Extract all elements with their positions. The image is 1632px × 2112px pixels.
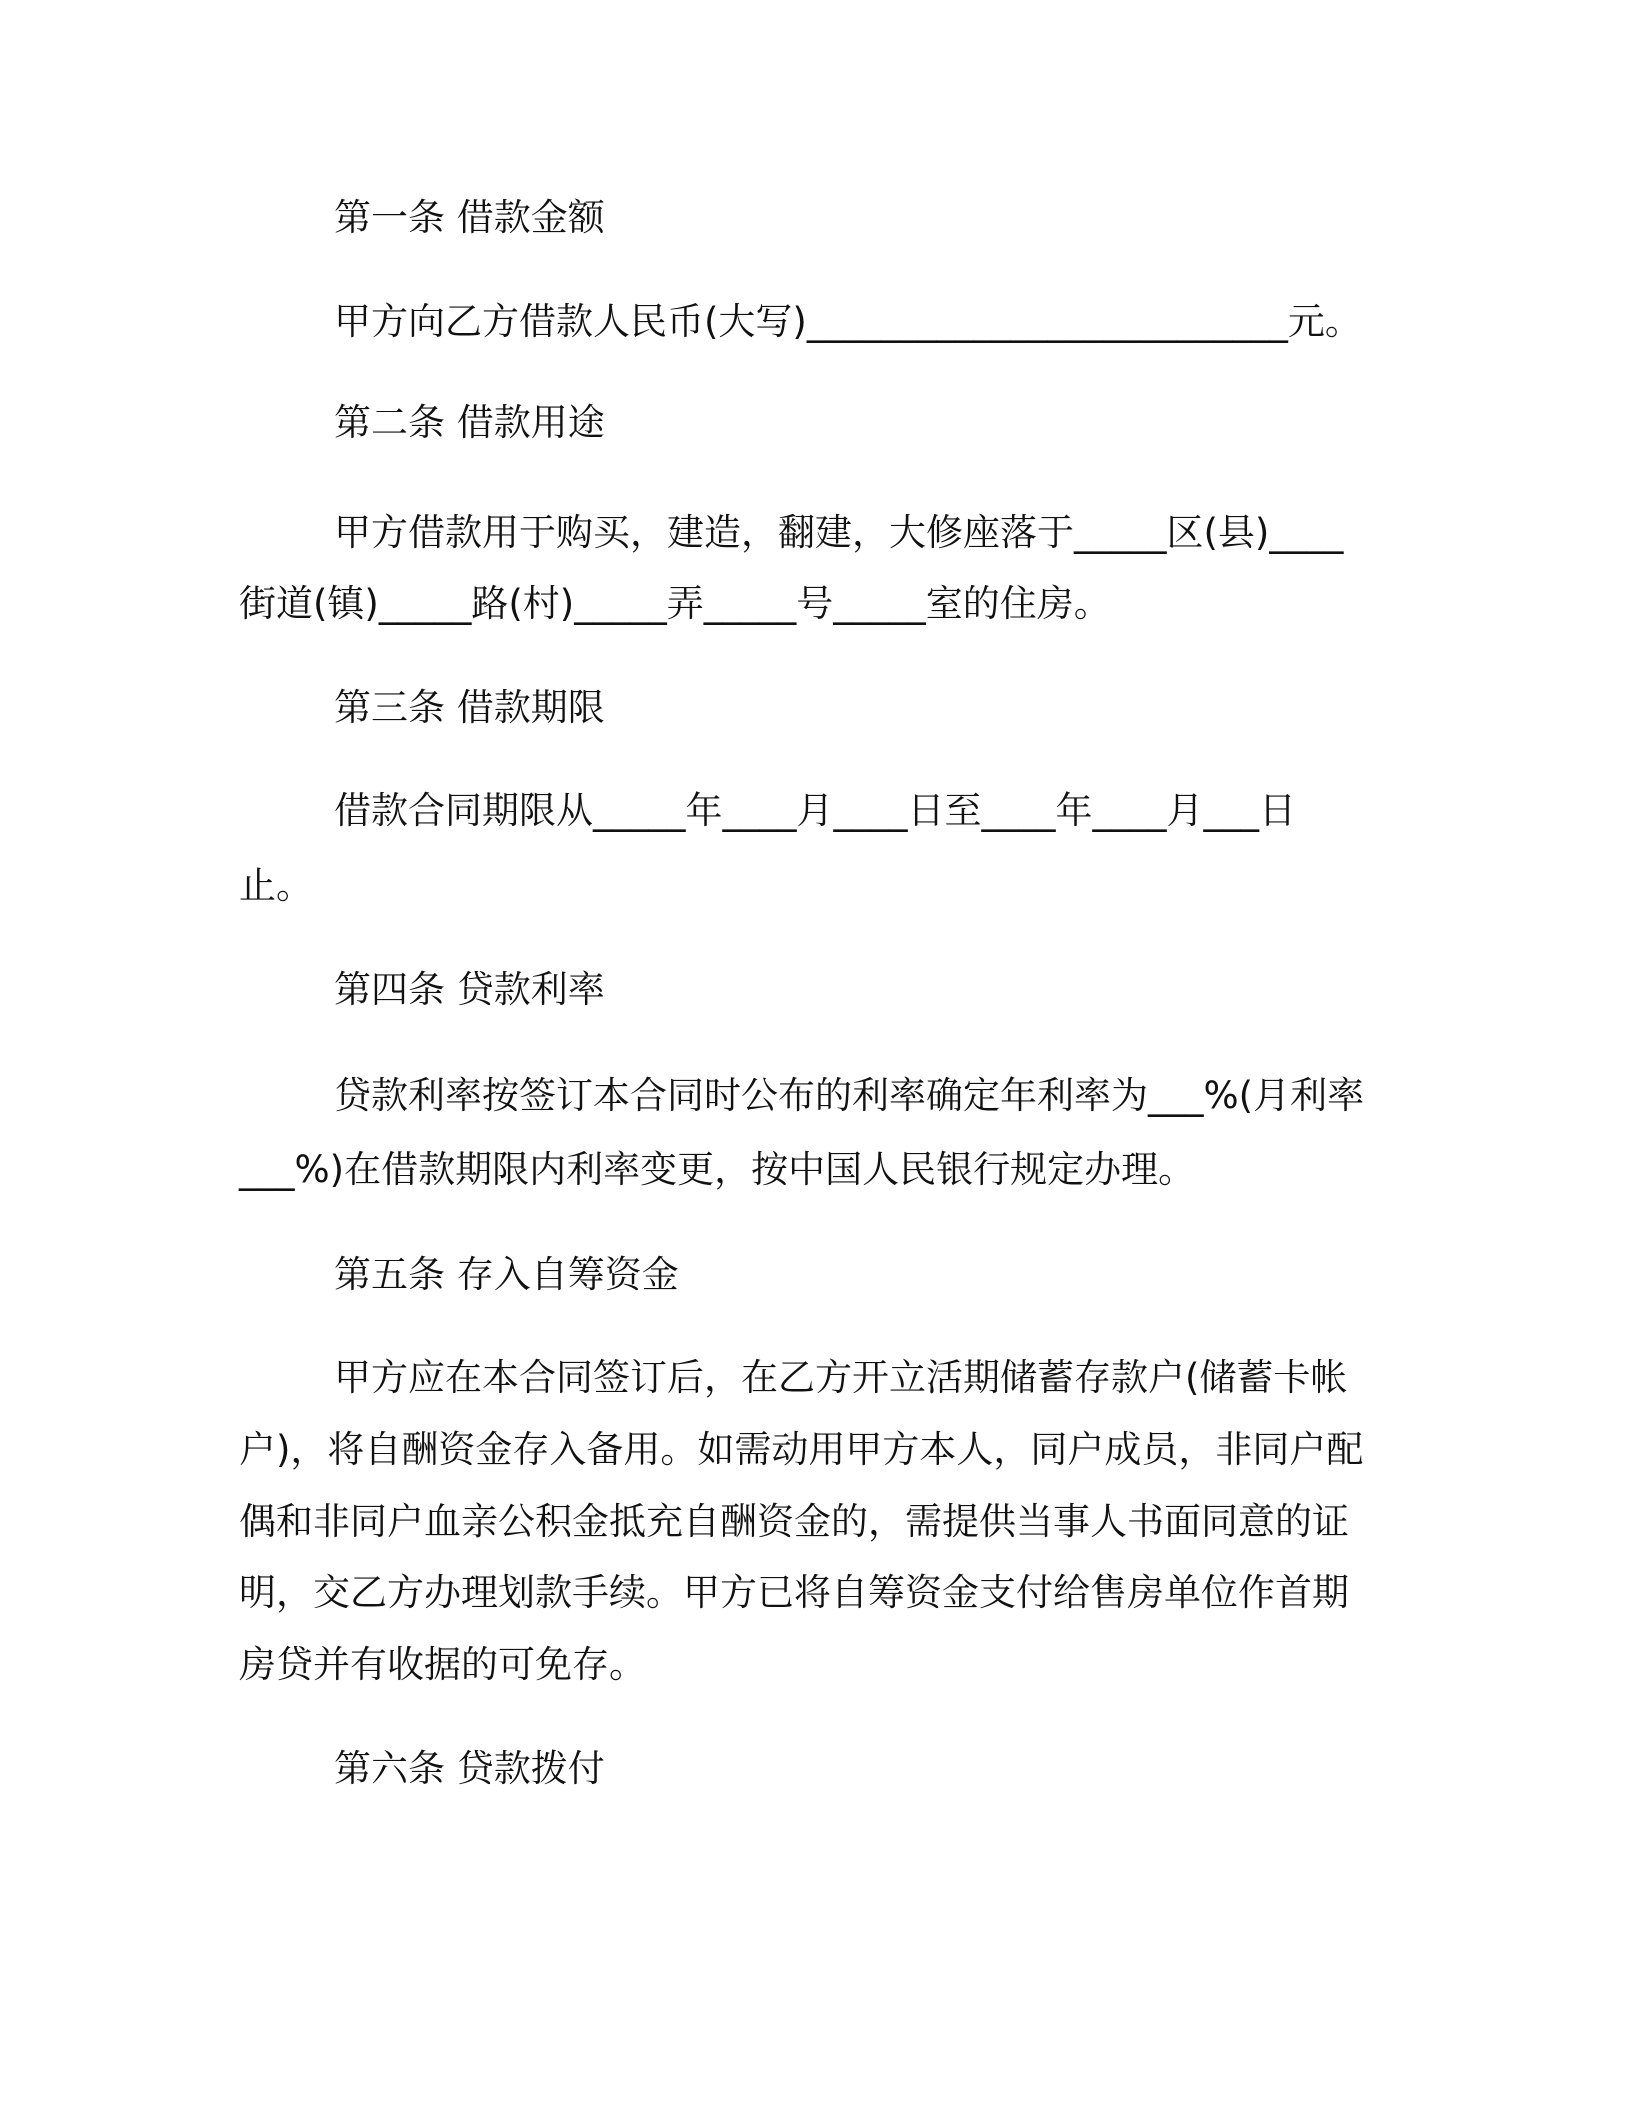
article-6-heading: 第六条 贷款拨付 (334, 1747, 605, 1790)
article-1-heading: 第一条 借款金额 (334, 196, 605, 239)
article-3-body-line: 借款合同期限从_____年____月____日至____年____月___日 (334, 789, 1296, 832)
article-4-heading: 第四条 贷款利率 (334, 968, 605, 1011)
article-5-heading: 第五条 存入自筹资金 (334, 1253, 679, 1296)
article-4-body-line: 贷款利率按签订本合同时公布的利率确定年利率为___%(月利率 (334, 1074, 1365, 1117)
article-2-heading: 第二条 借款用途 (334, 401, 605, 444)
article-3-heading: 第三条 借款期限 (334, 686, 605, 729)
article-5-body-line: 明，交乙方办理划款手续。甲方已将自筹资金支付给售房单位作首期 (239, 1571, 1349, 1614)
article-5-body-line: 偶和非同户血亲公积金抵充自酬资金的，需提供当事人书面同意的证 (239, 1500, 1349, 1543)
article-1-body-line: 甲方向乙方借款人民币(大写)__________________________元。 (334, 300, 1362, 343)
article-2-body-line: 甲方借款用于购买，建造，翻建，大修座落于_____区(县)____ (334, 511, 1344, 554)
article-5-body-line: 户)，将自酬资金存入备用。如需动用甲方本人，同户成员，非同户配 (239, 1428, 1364, 1471)
article-5-body-line: 甲方应在本合同签订后，在乙方开立活期储蓄存款户(储蓄卡帐 (334, 1356, 1348, 1399)
article-2-body-line: 街道(镇)_____路(村)_____弄_____号_____室的住房。 (239, 582, 1111, 625)
article-4-body-line: ___%)在借款期限内利率变更，按中国人民银行规定办理。 (239, 1148, 1196, 1191)
article-5-body-line: 房贷并有收据的可免存。 (239, 1643, 646, 1686)
article-3-body-line: 止。 (239, 864, 313, 907)
